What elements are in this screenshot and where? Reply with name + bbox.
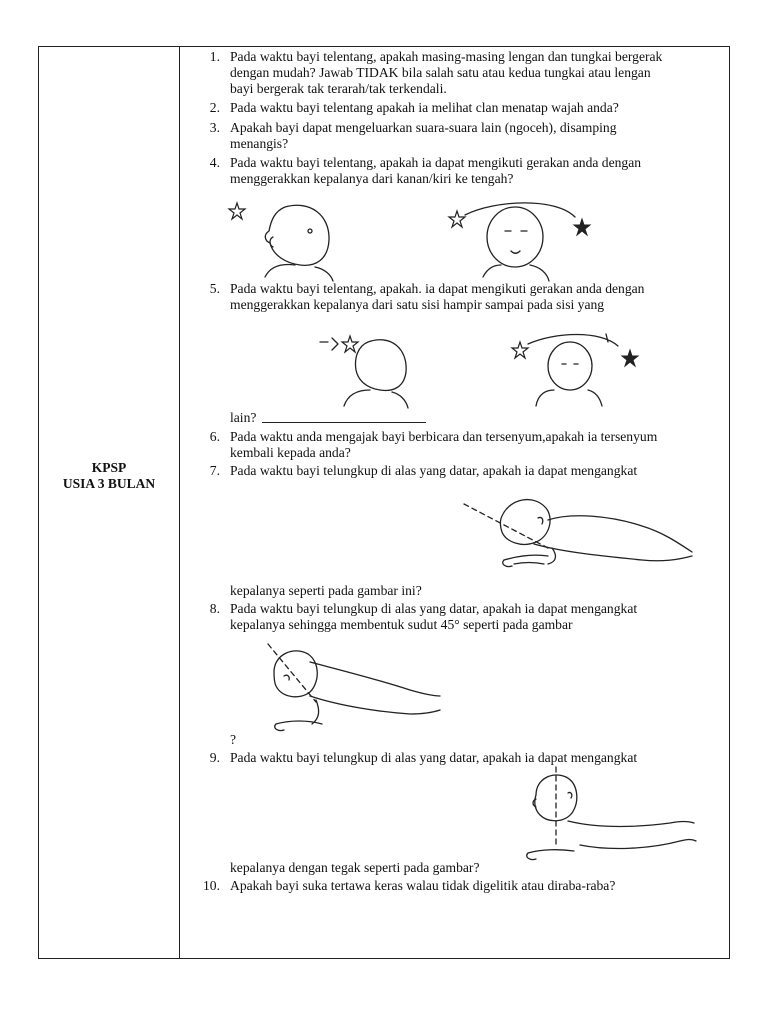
item-6-line-1: Pada waktu anda mengajak bayi berbicara dan tersenyum,apakah ia tersenyum bbox=[230, 429, 658, 444]
item-7-number: 7. bbox=[209, 463, 220, 478]
illustration-baby-prone-45-degree bbox=[260, 640, 450, 736]
item-10-line-1: Apakah bayi suka tertawa keras walau tidak digelitik atau diraba-raba? bbox=[230, 878, 616, 893]
item-7-tail: kepalanya seperti pada gambar ini? bbox=[230, 583, 422, 598]
item-8-line-1: Pada waktu bayi telungkup di alas yang datar, apakah ia dapat mengangkat bbox=[230, 601, 638, 616]
item-10-number: 10. bbox=[203, 878, 220, 893]
item-5-line-1: Pada waktu bayi telentang, apakah. ia dapat mengikuti gerakan anda dengan bbox=[230, 281, 645, 296]
item-2-line-1: Pada waktu bayi telentang apakah ia melihat clan menatap wajah anda? bbox=[230, 100, 619, 115]
item-1-line-1: Pada waktu bayi telentang, apakah masing-masing lengan dan tungkai bergerak bbox=[230, 49, 663, 64]
item-5-line-2: menggerakkan kepalanya dari satu sisi hampir sampai pada sisi yang bbox=[230, 297, 605, 312]
kpsp-title: KPSP bbox=[91, 460, 127, 475]
item-8-tail: ? bbox=[230, 732, 237, 747]
item-1-number: 1. bbox=[209, 49, 220, 64]
illustration-baby-head-turn-2 bbox=[300, 328, 660, 410]
kpsp-label bbox=[39, 460, 179, 492]
item-8-number: 8. bbox=[209, 601, 220, 616]
item-4-line-2: menggerakkan kepalanya dari kanan/kiri ke tengah? bbox=[230, 171, 514, 186]
illustration-baby-head-turn-1 bbox=[225, 195, 625, 285]
answer-line bbox=[262, 422, 426, 423]
item-2-number: 2. bbox=[209, 100, 220, 115]
item-6-number: 6. bbox=[209, 429, 220, 444]
column-divider bbox=[179, 46, 180, 959]
illustration-baby-prone-head-lift bbox=[462, 490, 702, 580]
item-9-tail: kepalanya dengan tegak seperti pada gambar? bbox=[230, 860, 480, 875]
item-7-line-1: Pada waktu bayi telungkup di alas yang datar, apakah ia dapat mengangkat bbox=[230, 463, 638, 478]
item-9-line-1: Pada waktu bayi telungkup di alas yang datar, apakah ia dapat mengangkat bbox=[230, 750, 638, 765]
item-6-line-2: kembali kepada anda? bbox=[230, 445, 351, 460]
item-3-number: 3. bbox=[209, 120, 220, 135]
item-8-line-2: kepalanya sehingga membentuk sudut 45° seperti pada gambar bbox=[230, 617, 573, 632]
item-9-number: 9. bbox=[209, 750, 220, 765]
item-4-number: 4. bbox=[209, 155, 220, 170]
kpsp-age: USIA 3 BULAN bbox=[62, 476, 156, 491]
item-3-line-2: menangis? bbox=[230, 136, 289, 151]
item-4-line-1: Pada waktu bayi telentang, apakah ia dapat mengikuti gerakan anda dengan bbox=[230, 155, 642, 170]
item-1-line-2: dengan mudah? Jawab TIDAK bila salah satu atau kedua tungkai atau lengan bbox=[230, 65, 651, 80]
item-5-tail: lain? bbox=[230, 410, 257, 425]
item-5-number: 5. bbox=[209, 281, 220, 296]
item-1-line-3: bayi bergerak tak terarah/tak terkendali. bbox=[230, 81, 447, 96]
illustration-baby-prone-upright-head bbox=[520, 765, 700, 865]
item-3-line-1: Apakah bayi dapat mengeluarkan suara-suara lain (ngoceh), disamping bbox=[230, 120, 617, 135]
